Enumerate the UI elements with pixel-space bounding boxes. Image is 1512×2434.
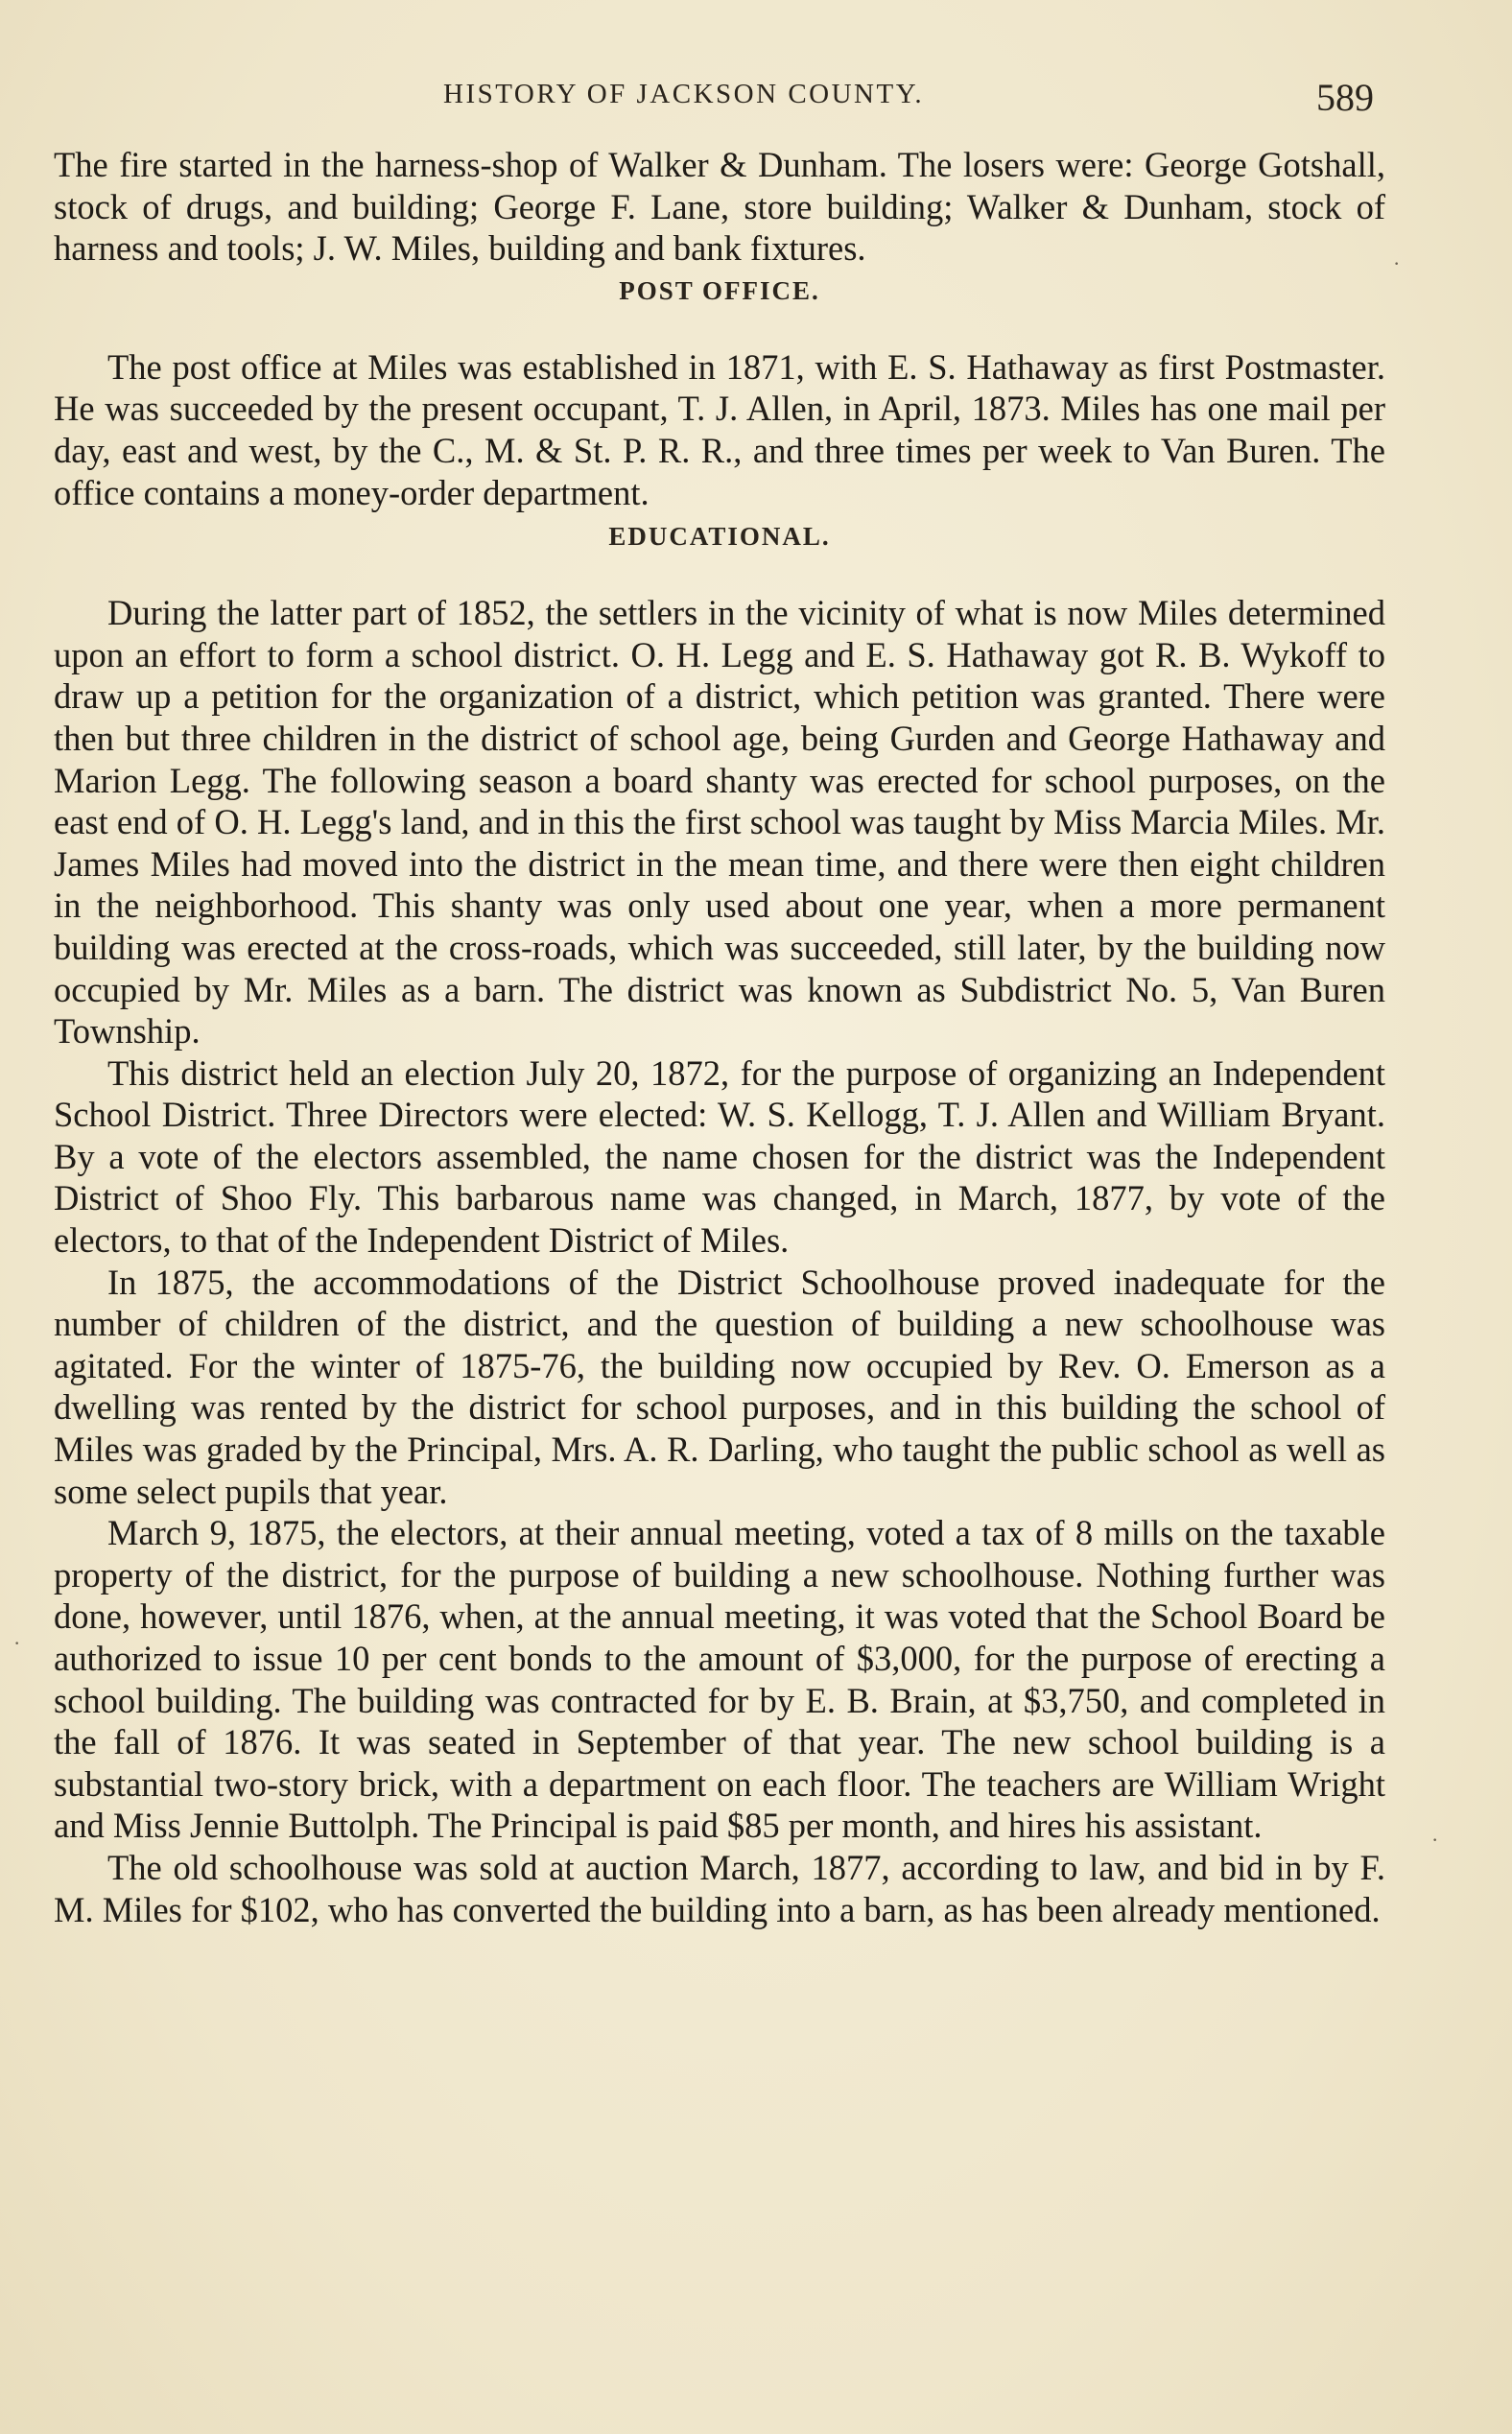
page-number: 589 <box>1316 76 1374 119</box>
margin-speck: · <box>13 1631 21 1655</box>
fire-paragraph: The fire started in the harness-shop of Walker & Dunham. The losers were: George Gotshall, stock of drugs, and building; George F. Lane, store building; Walker & Dunham, stock of harness and tools; J. W. Miles, building and bank fixtures. <box>54 145 1385 269</box>
educational-paragraph: March 9, 1875, the electors, at their annual meeting, voted a tax of 8 mills on the taxable property of the district, for the purpose of building a new schoolhouse. Nothing further was done, however, until 1876, when, at the annual meeting, it was voted that the School Board be authorized to issue 10 per cent bonds to the amount of $3,000, for the purpose of erecting a school building. The building was contracted for by E. B. Brain, at $3,750, and completed in the fall of 1876. It was seated in September of that year. The new school building is a substantial two-story brick, with a department on each floor. The teachers are William Wright and Miss Jennie Buttolph. The Principal is paid $85 per month, and hires his assistant. <box>54 1513 1385 1846</box>
educational-paragraph: In 1875, the accommodations of the District Schoolhouse proved inadequate for the number of children of the district, and the question of building a new schoolhouse was agitated. For the winter of 1875-76, the building now occupied by Rev. O. Emerson as a dwelling was rented by the district for school purposes, and in this building the school of Miles was graded by the Principal, Mrs. A. R. Darling, who taught the public school as well as some select pupils that year. <box>54 1262 1385 1511</box>
margin-speck: · <box>1431 1828 1439 1852</box>
educational-paragraph: During the latter part of 1852, the settlers in the vicinity of what is now Miles determined upon an effort to form a school district. O. H. Legg and E. S. Hathaway got R. B. Wykoff to draw up a petition for the organization of a district, which petition was granted. There were then but three children in the district of school age, being Gurden and George Hathaway and Marion Legg. The following season a board shanty was erected for school purposes, on the east end of O. H. Legg's land, and in this the first school was taught by Miss Marcia Miles. Mr. James Miles had moved into the district in the mean time, and there were then eight children in the neighborhood. This shanty was only used about one year, when a more permanent building was erected at the cross-roads, which was succeeded, still later, by the building now occupied by Mr. Miles as a barn. The district was known as Subdistrict No. 5, Van Buren Township. <box>54 593 1385 1052</box>
page-body <box>54 144 1385 1930</box>
running-head <box>0 75 1512 121</box>
running-title: HISTORY OF JACKSON COUNTY. <box>443 79 925 109</box>
post-office-paragraph: The post office at Miles was established in 1871, with E. S. Hathaway as first Postmaster. He was succeeded by the present occupant, T. J. Allen, in April, 1873. Miles has one mail per day, east and west, by the C., M. & St. P. R. R., and three times per week to Van Buren. The office contains a money-order department. <box>54 346 1385 512</box>
educational-heading: EDUCATIONAL. <box>608 522 831 552</box>
post-office-heading: POST OFFICE. <box>619 275 820 305</box>
margin-speck: · <box>1393 251 1401 275</box>
educational-paragraph: This district held an election July 20, 1872, for the purpose of organizing an Independent School District. Three Directors were elected: W. S. Kellogg, T. J. Allen and William Bryant. By a vote of the electors assembled, the name chosen for the district was the Independent District of Shoo Fly. This barbarous name was changed, in March, 1877, by vote of the electors, to that of the Independent District of Miles. <box>54 1052 1385 1261</box>
educational-paragraph: The old schoolhouse was sold at auction March, 1877, according to law, and bid in by F. M. Miles for $102, who has converted the building into a barn, as has been already mentioned. <box>54 1847 1385 1929</box>
